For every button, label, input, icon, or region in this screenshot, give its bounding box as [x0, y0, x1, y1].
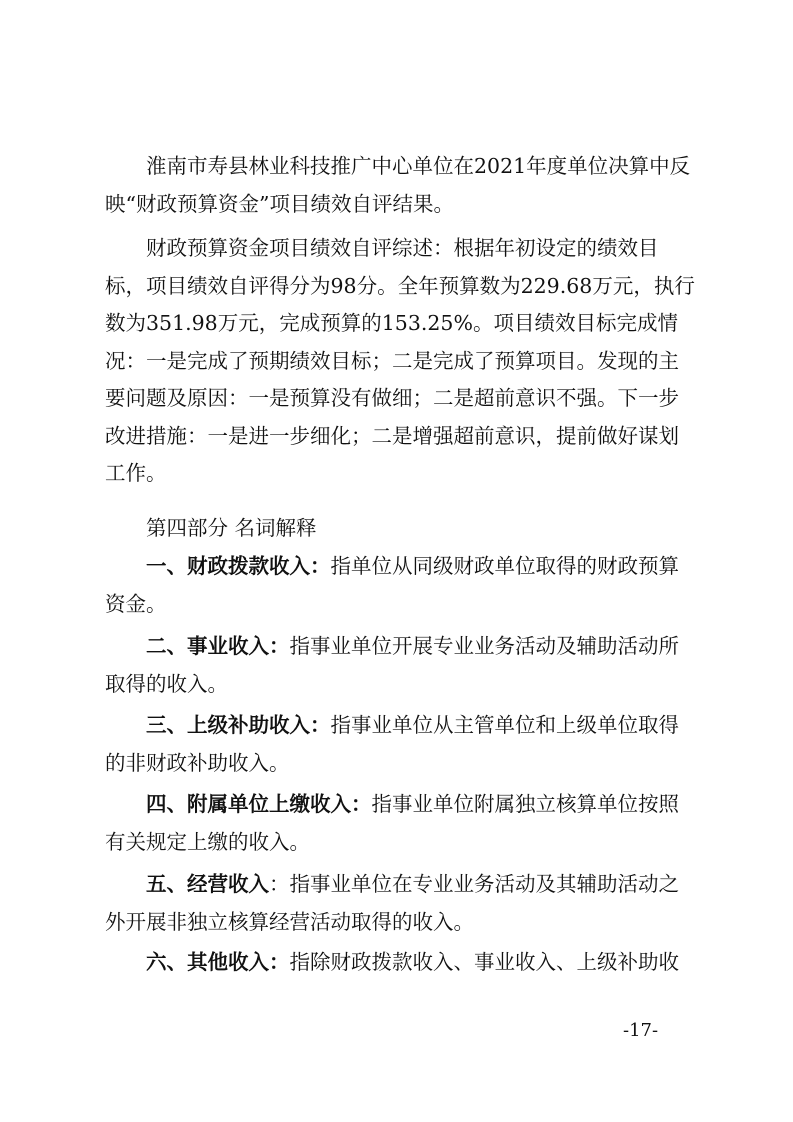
definition-item: [105, 628, 697, 703]
definition-text: ：指事业单位在专业业务活动及其辅助活动之外开展非独立核算经营活动取得的收入。: [105, 872, 679, 934]
definition-item: [105, 944, 697, 982]
intro-paragraph: 淮南市寿县林业科技推广中心单位在2021年度单位决算中反映“财政预算资金”项目绩效自评结果。: [105, 154, 691, 216]
definition-term: 一、财政拨款收入：: [146, 554, 331, 578]
definition-term: 四、附属单位上缴收入：: [146, 792, 372, 816]
definition-text: 指事业单位开展专业业务活动及辅助活动所取得的收入。: [105, 634, 679, 696]
definition-text: 指单位从同级财政单位取得的财政预算资金。: [105, 554, 679, 616]
definition-term: 二、事业收入：: [146, 634, 290, 658]
definition-item: [105, 866, 697, 941]
summary-paragraph: 财政预算资金项目绩效自评综述：根据年初设定的绩效目标，项目绩效自评得分为98分。全年预算数为229.68万元，执行数为351.98万元，完成预算的153.25%。项目绩效目标完成情况：一是完成了预期绩效目标；二是完成了预算项目。发现的主要问题及原因：一是预算没有做细；二是超前意识不强。下一步改进措施：一是进一步细化；二是增强超前意识，提前做好谋划工作。: [105, 236, 695, 485]
definition-text: 指事业单位附属独立核算单位按照有关规定上缴的收入。: [105, 792, 679, 854]
definition-term: 五、经营收入: [146, 872, 269, 896]
page-number: -17-: [623, 1020, 659, 1041]
definition-text: 指除财政拨款收入、事业收入、上级补助收: [289, 950, 679, 974]
definition-term: 三、上级补助收入：: [146, 713, 331, 737]
definition-term: 六、其他收入：: [146, 950, 290, 974]
definition-item: [105, 548, 697, 623]
definition-text: 指事业单位从主管单位和上级单位取得的非财政补助收入。: [105, 713, 679, 775]
definition-item: [105, 786, 697, 861]
definition-item: [105, 707, 697, 782]
section-title: 第四部分 名词解释: [146, 516, 317, 540]
